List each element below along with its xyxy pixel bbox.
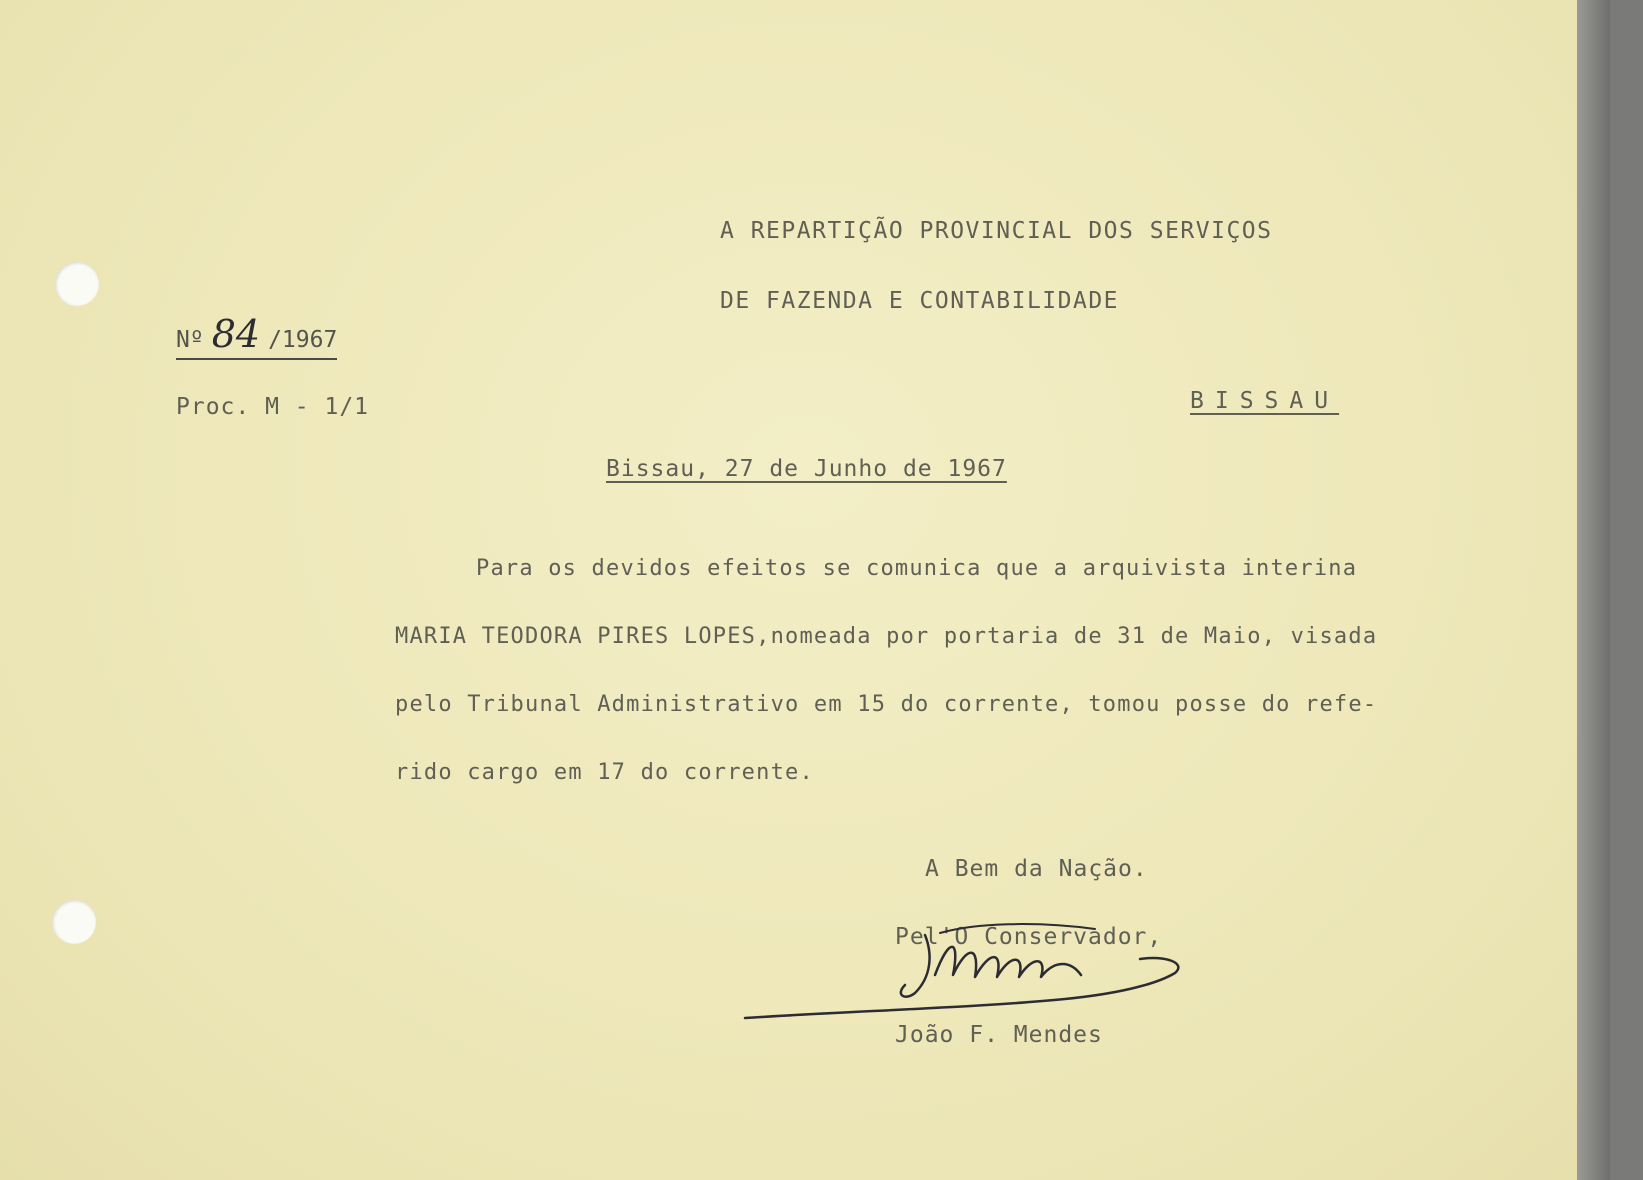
punch-hole-bottom [52, 900, 96, 944]
date-line: Bissau, 27 de Junho de 1967 [606, 456, 1007, 482]
body-line-3: pelo Tribunal Administrativo em 15 do corrente, tomou posse do refe- [395, 692, 1378, 717]
heading-line-2: DE FAZENDA E CONTABILIDADE [720, 288, 1120, 314]
heading-line-1: A REPARTIÇÃO PROVINCIAL DOS SERVIÇOS [720, 218, 1273, 244]
body-line-2: MARIA TEODORA PIRES LOPES,nomeada por portaria de 31 de Maio, visada [395, 624, 1378, 649]
signatory-name: João F. Mendes [895, 1022, 1103, 1048]
punch-hole-top [55, 262, 99, 306]
reference-year: /1967 [268, 327, 338, 353]
reference-number [176, 312, 337, 360]
reference-number-handwritten: 84 [211, 312, 261, 356]
destination-city: BISSAU [1190, 388, 1340, 414]
handwritten-signature [735, 915, 1195, 1025]
body-line-4: rido cargo em 17 do corrente. [395, 760, 814, 785]
reference-prefix: Nº [176, 327, 204, 353]
scan-edge [1577, 0, 1610, 1180]
closing-salutation: A Bem da Nação. [925, 856, 1148, 882]
signatory-title: Pel'O Conservador, [895, 924, 1163, 950]
process-reference: Proc. M - 1/1 [176, 394, 370, 420]
body-line-1: Para os devidos efeitos se comunica que a arquivista interina [476, 556, 1358, 581]
